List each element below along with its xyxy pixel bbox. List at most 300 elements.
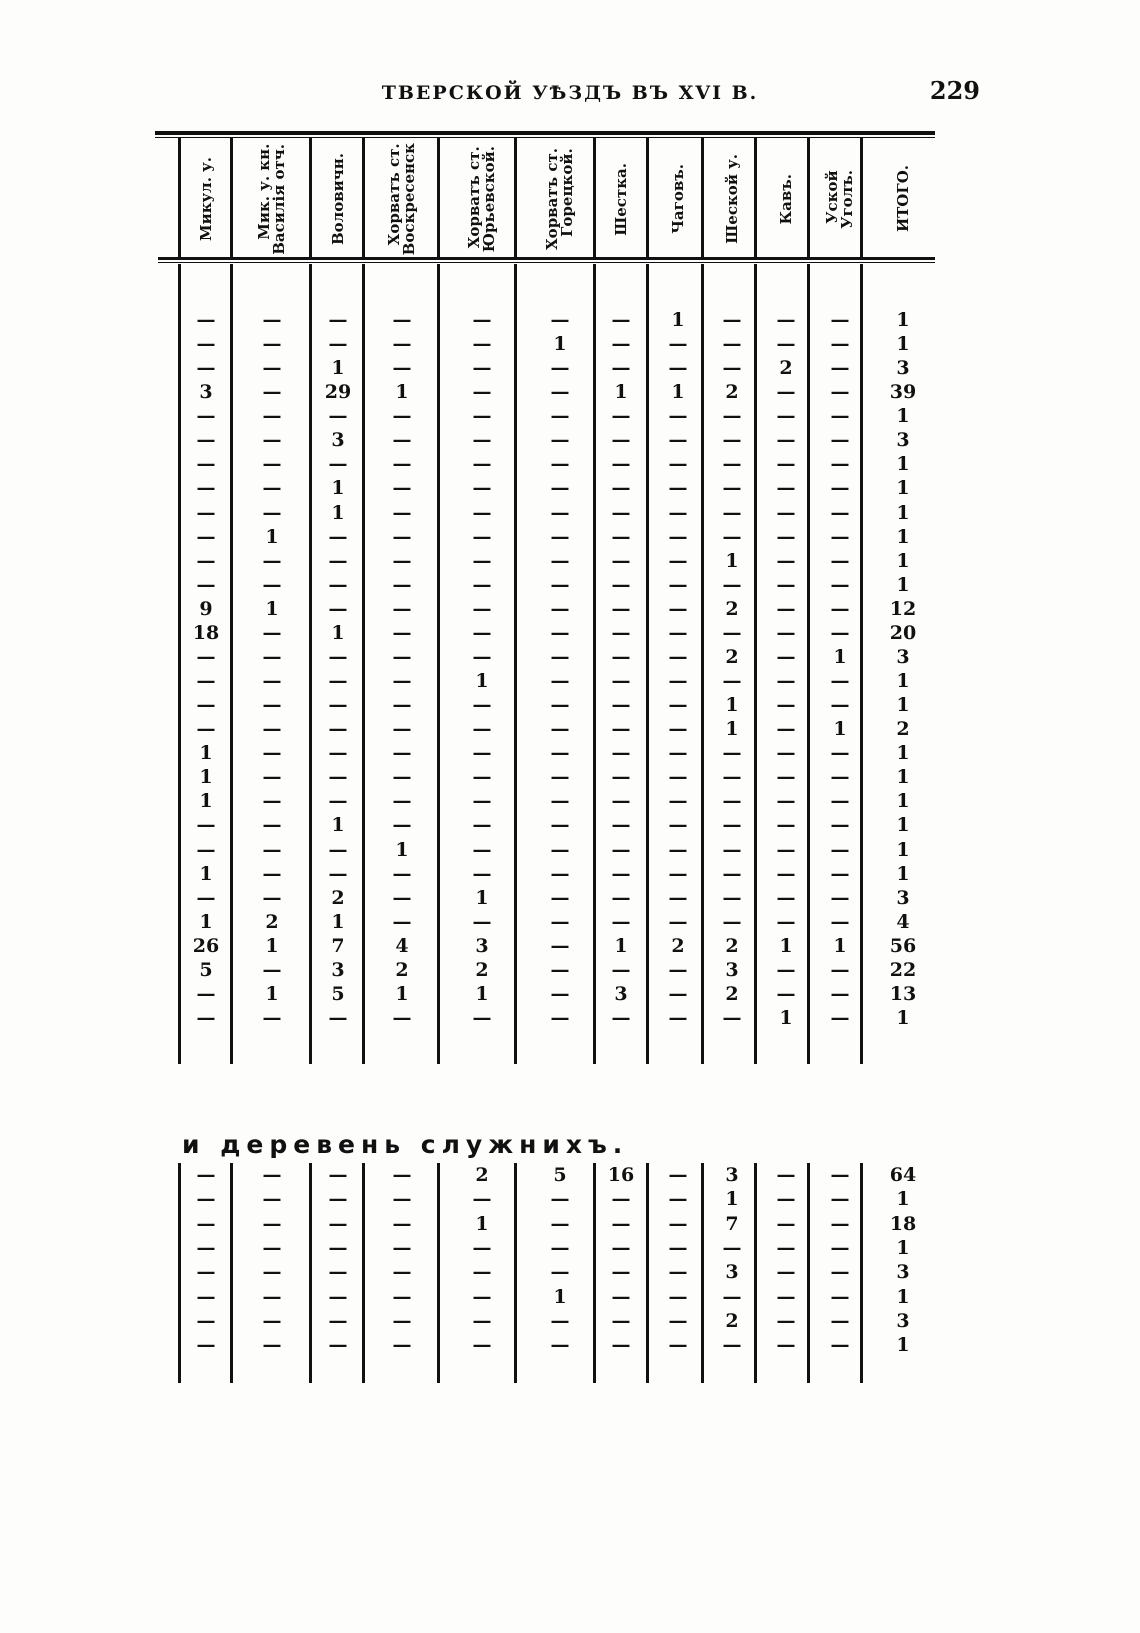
table-cell: — xyxy=(472,405,492,428)
table-cell: — xyxy=(472,862,492,885)
table-cell: 1 xyxy=(395,982,409,1005)
table-cell: 1 xyxy=(896,1007,910,1030)
table-cell: — xyxy=(392,1007,412,1030)
table-cell: — xyxy=(550,501,570,524)
table-cell: — xyxy=(611,1188,631,1211)
table-cell: — xyxy=(776,838,796,861)
table-cell: — xyxy=(776,718,796,741)
table-cell: — xyxy=(550,718,570,741)
table-cell: — xyxy=(611,357,631,380)
table-cell: — xyxy=(611,910,631,933)
table-cell: 2 xyxy=(475,1164,489,1186)
table-cell: — xyxy=(392,645,412,668)
table-cell: — xyxy=(472,645,492,668)
table-cell: — xyxy=(550,982,570,1005)
table-cell: — xyxy=(328,549,348,572)
table-cell: — xyxy=(830,694,850,717)
table-cell: 7 xyxy=(725,1212,739,1235)
table-cell: — xyxy=(668,766,688,789)
table-cell: — xyxy=(830,910,850,933)
table-cell: — xyxy=(262,1007,282,1030)
table-cell: — xyxy=(262,357,282,380)
table-cell: — xyxy=(472,814,492,837)
table-cell: 64 xyxy=(889,1164,917,1186)
table-cell: — xyxy=(392,621,412,644)
table-cell: — xyxy=(550,357,570,380)
table-cell: — xyxy=(392,1261,412,1284)
table-cell: — xyxy=(776,982,796,1005)
table-cell: — xyxy=(668,1261,688,1284)
table-cell: — xyxy=(550,525,570,548)
table-cell: 1 xyxy=(779,1007,793,1030)
table-cell: — xyxy=(776,477,796,500)
table-cell: — xyxy=(668,742,688,765)
table-cell: 2 xyxy=(725,1309,739,1332)
table-cell: — xyxy=(668,670,688,693)
table-cell: — xyxy=(611,645,631,668)
table-cell: — xyxy=(722,790,742,813)
table-cell: 1 xyxy=(331,477,345,500)
column-header-label: Шеской у. xyxy=(722,154,741,244)
table-cell: — xyxy=(262,766,282,789)
table-cell: — xyxy=(262,381,282,404)
table-cell: — xyxy=(262,405,282,428)
table-cell: — xyxy=(392,742,412,765)
table-cell: 1 xyxy=(896,333,910,356)
table-cell: 2 xyxy=(671,934,685,957)
table-cell: — xyxy=(550,862,570,885)
column-header-label: Мик. у. кн. Василія отч. xyxy=(255,143,288,255)
table-cell: — xyxy=(472,910,492,933)
table-cell: — xyxy=(550,886,570,909)
table-cell: — xyxy=(830,742,850,765)
table-cell: — xyxy=(830,982,850,1005)
table-cell: 3 xyxy=(614,982,628,1005)
table-cell: — xyxy=(776,597,796,620)
table-cell: — xyxy=(328,333,348,356)
table-cell: — xyxy=(830,357,850,380)
table-cell: — xyxy=(776,501,796,524)
table-cell: — xyxy=(830,333,850,356)
column-header xyxy=(318,138,358,260)
table-cell: — xyxy=(550,429,570,452)
table-cell: — xyxy=(611,718,631,741)
table-cell: 3 xyxy=(896,429,910,452)
column-header xyxy=(252,138,292,260)
table-cell: — xyxy=(550,597,570,620)
table-cell: 1 xyxy=(896,1188,910,1211)
table-cell: — xyxy=(776,742,796,765)
table-cell: — xyxy=(776,309,796,331)
table-cell: 26 xyxy=(192,934,220,957)
table-cell: 1 xyxy=(331,814,345,837)
table-cell: — xyxy=(830,477,850,500)
table-cell: — xyxy=(472,357,492,380)
table-cell: — xyxy=(668,1236,688,1259)
table-cell: — xyxy=(668,453,688,476)
table-cell: — xyxy=(830,429,850,452)
table-cell: — xyxy=(611,886,631,909)
table-cell: 1 xyxy=(896,1236,910,1259)
table-cell: 39 xyxy=(889,381,917,404)
table-cell: — xyxy=(328,597,348,620)
header-column-divider xyxy=(593,138,596,258)
table-cell: — xyxy=(196,670,216,693)
table-cell: — xyxy=(472,1188,492,1211)
table-cell: — xyxy=(550,910,570,933)
table-cell: — xyxy=(776,645,796,668)
table-cell: — xyxy=(550,573,570,596)
table-cell: — xyxy=(196,549,216,572)
table-cell: — xyxy=(550,1334,570,1357)
table-cell: 5 xyxy=(331,982,345,1005)
table-cell: — xyxy=(550,1261,570,1284)
table-cell: — xyxy=(392,718,412,741)
table-cell: — xyxy=(668,1164,688,1186)
table-cell: — xyxy=(550,814,570,837)
table-cell: 3 xyxy=(331,958,345,981)
table-cell: — xyxy=(550,1309,570,1332)
table-cell: — xyxy=(550,621,570,644)
column-header xyxy=(883,138,923,260)
table-cell: — xyxy=(668,405,688,428)
table-cell: — xyxy=(776,525,796,548)
table-cell: — xyxy=(722,525,742,548)
table-cell: — xyxy=(611,525,631,548)
table-cell: — xyxy=(196,477,216,500)
table-cell: — xyxy=(722,333,742,356)
table-cell: — xyxy=(196,429,216,452)
table-cell: — xyxy=(550,381,570,404)
table-cell: — xyxy=(611,501,631,524)
table-cell: — xyxy=(328,1236,348,1259)
table-cell: — xyxy=(472,501,492,524)
table-cell: — xyxy=(611,1309,631,1332)
table-cell: — xyxy=(392,549,412,572)
table-cell: — xyxy=(830,790,850,813)
table-cell: 2 xyxy=(265,910,279,933)
column-header-label: Хорватъ ст. Горецкой. xyxy=(543,148,576,250)
table-cell: — xyxy=(668,982,688,1005)
table-cell: 16 xyxy=(607,1164,635,1186)
table-cell: — xyxy=(668,718,688,741)
table-cell: — xyxy=(550,453,570,476)
table-cell: — xyxy=(830,1261,850,1284)
table-cell: — xyxy=(550,742,570,765)
column-header-label: Кавъ. xyxy=(776,173,795,225)
header-column-divider xyxy=(754,138,757,258)
table-cell: — xyxy=(392,1334,412,1357)
table-cell: — xyxy=(392,790,412,813)
table-cell: — xyxy=(550,405,570,428)
table-cell: — xyxy=(722,429,742,452)
table-cell: 1 xyxy=(553,333,567,356)
table-cell: — xyxy=(472,429,492,452)
table-cell: — xyxy=(830,525,850,548)
table-cell: — xyxy=(830,405,850,428)
table-cell: — xyxy=(472,1309,492,1332)
table-cell: — xyxy=(830,1164,850,1186)
table-cell: 5 xyxy=(553,1164,567,1186)
table-cell: — xyxy=(722,357,742,380)
page-number: 229 xyxy=(929,76,980,105)
table-cell: — xyxy=(392,525,412,548)
table-cell: — xyxy=(262,838,282,861)
table-cell: — xyxy=(550,1007,570,1030)
table-cell: — xyxy=(472,597,492,620)
table-cell: — xyxy=(668,790,688,813)
table-cell: — xyxy=(722,1236,742,1259)
table-cell: — xyxy=(262,862,282,885)
table-cell: — xyxy=(328,525,348,548)
table-cell: 1 xyxy=(265,597,279,620)
table-cell: 1 xyxy=(725,1188,739,1211)
table-cell: — xyxy=(722,814,742,837)
table-cell: — xyxy=(830,1212,850,1235)
column-header-label: Воловичн. xyxy=(328,153,347,245)
table-cell: — xyxy=(328,790,348,813)
table-cell: — xyxy=(196,645,216,668)
table-cell: 5 xyxy=(199,958,213,981)
table-cell: — xyxy=(328,309,348,331)
table-cell: — xyxy=(776,381,796,404)
table-cell: — xyxy=(472,1285,492,1308)
header-rule-thin xyxy=(158,262,935,263)
table-cell: 3 xyxy=(725,1261,739,1284)
table-cell: — xyxy=(722,1334,742,1357)
table-cell: — xyxy=(196,1164,216,1186)
table-cell: 4 xyxy=(896,910,910,933)
table-cell: — xyxy=(196,718,216,741)
table-cell: — xyxy=(668,501,688,524)
table-cell: — xyxy=(722,670,742,693)
table-cell: 2 xyxy=(725,934,739,957)
table-cell: — xyxy=(262,1334,282,1357)
table-cell: — xyxy=(776,1212,796,1235)
table-cell: — xyxy=(722,862,742,885)
table-cell: 1 xyxy=(331,621,345,644)
table-cell: — xyxy=(328,718,348,741)
table-cell: — xyxy=(262,886,282,909)
table-cell: — xyxy=(776,453,796,476)
table-cell: 18 xyxy=(889,1212,917,1235)
table-cell: — xyxy=(196,333,216,356)
table-cell: — xyxy=(196,838,216,861)
table-cell: 1 xyxy=(896,453,910,476)
table-cell: — xyxy=(668,597,688,620)
table-cell: 1 xyxy=(833,718,847,741)
table-cell: — xyxy=(668,862,688,885)
table-cell: — xyxy=(830,838,850,861)
table-cell: — xyxy=(611,790,631,813)
table-cell: 1 xyxy=(199,862,213,885)
table-cell: — xyxy=(668,838,688,861)
table-cell: — xyxy=(328,1309,348,1332)
table-cell: 12 xyxy=(889,597,917,620)
table-cell: — xyxy=(196,1334,216,1357)
table-cell: — xyxy=(392,333,412,356)
table-cell: — xyxy=(776,573,796,596)
table-cell: — xyxy=(328,1164,348,1186)
table-cell: 1 xyxy=(331,910,345,933)
header-column-divider xyxy=(309,138,312,258)
table-cell: — xyxy=(776,1334,796,1357)
table-cell: — xyxy=(611,1261,631,1284)
column-header-label: Хорватъ ст. Воскресенск xyxy=(385,142,418,256)
table-cell: — xyxy=(776,694,796,717)
table-cell: — xyxy=(722,766,742,789)
table-cell: — xyxy=(550,549,570,572)
table-cell: — xyxy=(472,1236,492,1259)
table-cell: 1 xyxy=(896,309,910,331)
table-cell: 1 xyxy=(896,525,910,548)
table-cell: 3 xyxy=(896,886,910,909)
table-cell: 3 xyxy=(896,357,910,380)
table-cell: — xyxy=(196,886,216,909)
table-cell: — xyxy=(611,429,631,452)
table-cell: 3 xyxy=(725,1164,739,1186)
table-cell: — xyxy=(328,862,348,885)
table-cell: — xyxy=(262,1212,282,1235)
table-cell: 1 xyxy=(896,573,910,596)
table-cell: — xyxy=(776,1188,796,1211)
column-header xyxy=(462,138,502,260)
table-cell: — xyxy=(668,573,688,596)
table-cell: — xyxy=(262,958,282,981)
table-cell: — xyxy=(392,1188,412,1211)
header-column-divider xyxy=(860,138,863,258)
column-divider xyxy=(437,264,440,1064)
table-cell: — xyxy=(830,1188,850,1211)
table-cell: — xyxy=(196,501,216,524)
table-cell: — xyxy=(550,309,570,331)
section-caption: и деревень служнихъ. xyxy=(182,1130,629,1159)
table-cell: 1 xyxy=(725,694,739,717)
table-cell: — xyxy=(262,549,282,572)
table-cell: 1 xyxy=(896,1334,910,1357)
table-cell: — xyxy=(262,694,282,717)
table-cell: — xyxy=(776,670,796,693)
table-cell: 1 xyxy=(896,838,910,861)
table-cell: — xyxy=(722,1285,742,1308)
table-cell: 3 xyxy=(896,1261,910,1284)
table-cell: — xyxy=(196,1309,216,1332)
column-header xyxy=(820,138,860,260)
table-cell: — xyxy=(668,1285,688,1308)
table-cell: — xyxy=(722,309,742,331)
table-cell: — xyxy=(611,838,631,861)
table-cell: — xyxy=(472,477,492,500)
table-cell: — xyxy=(196,405,216,428)
table-cell: — xyxy=(722,405,742,428)
table-cell: — xyxy=(830,1285,850,1308)
table-cell: — xyxy=(262,1236,282,1259)
table-cell: 29 xyxy=(324,381,352,404)
table-cell: — xyxy=(722,886,742,909)
table-cell: — xyxy=(668,525,688,548)
table-cell: 1 xyxy=(199,742,213,765)
table-cell: — xyxy=(392,309,412,331)
table-cell: — xyxy=(611,309,631,331)
table-cell: — xyxy=(830,886,850,909)
table-cell: — xyxy=(196,1007,216,1030)
table-cell: — xyxy=(472,309,492,331)
table-cell: 2 xyxy=(725,381,739,404)
table-cell: 2 xyxy=(475,958,489,981)
table-cell: — xyxy=(472,621,492,644)
table-cell: — xyxy=(830,814,850,837)
table-cell: 1 xyxy=(896,694,910,717)
table-cell: 1 xyxy=(331,357,345,380)
table-cell: — xyxy=(328,670,348,693)
table-cell: — xyxy=(611,549,631,572)
table-cell: — xyxy=(472,1261,492,1284)
table-cell: — xyxy=(830,670,850,693)
table-cell: — xyxy=(722,838,742,861)
table-cell: — xyxy=(196,309,216,331)
table-cell: — xyxy=(668,645,688,668)
table-cell: 1 xyxy=(614,381,628,404)
table-cell: — xyxy=(262,453,282,476)
table-cell: — xyxy=(776,790,796,813)
table-cell: 1 xyxy=(475,1212,489,1235)
header-column-divider xyxy=(437,138,440,258)
table-cell: — xyxy=(830,1309,850,1332)
table-cell: 18 xyxy=(192,621,220,644)
table-cell: — xyxy=(196,573,216,596)
table-cell: — xyxy=(668,886,688,909)
table-cell: — xyxy=(392,1164,412,1186)
table-cell: — xyxy=(668,694,688,717)
table-cell: — xyxy=(722,573,742,596)
table-cell: 1 xyxy=(671,381,685,404)
table-cell: — xyxy=(472,838,492,861)
table-cell: — xyxy=(550,1188,570,1211)
table-cell: — xyxy=(392,429,412,452)
table-cell: — xyxy=(668,1188,688,1211)
table-cell: — xyxy=(392,766,412,789)
table-cell: — xyxy=(392,357,412,380)
column-divider xyxy=(514,264,517,1064)
table-cell: — xyxy=(722,501,742,524)
table-cell: — xyxy=(392,670,412,693)
table-cell: — xyxy=(392,910,412,933)
table-cell: — xyxy=(668,429,688,452)
table-cell: — xyxy=(830,573,850,596)
table-cell: — xyxy=(776,333,796,356)
table-cell: — xyxy=(262,1164,282,1186)
table-cell: — xyxy=(550,1236,570,1259)
table-cell: — xyxy=(196,1212,216,1235)
table-cell: — xyxy=(550,958,570,981)
table-cell: — xyxy=(472,1007,492,1030)
table-cell: — xyxy=(776,886,796,909)
table-cell: 1 xyxy=(779,934,793,957)
top-rule xyxy=(155,131,935,135)
table-cell: 1 xyxy=(475,886,489,909)
table-cell: — xyxy=(262,1261,282,1284)
table-cell: — xyxy=(262,501,282,524)
table-cell: — xyxy=(392,1285,412,1308)
table-cell: 1 xyxy=(725,549,739,572)
table-cell: — xyxy=(830,1334,850,1357)
table-cell: 4 xyxy=(395,934,409,957)
header-column-divider xyxy=(807,138,810,258)
table-cell: — xyxy=(830,1007,850,1030)
table-cell: — xyxy=(328,573,348,596)
table-cell: 1 xyxy=(896,549,910,572)
table-cell: — xyxy=(722,477,742,500)
